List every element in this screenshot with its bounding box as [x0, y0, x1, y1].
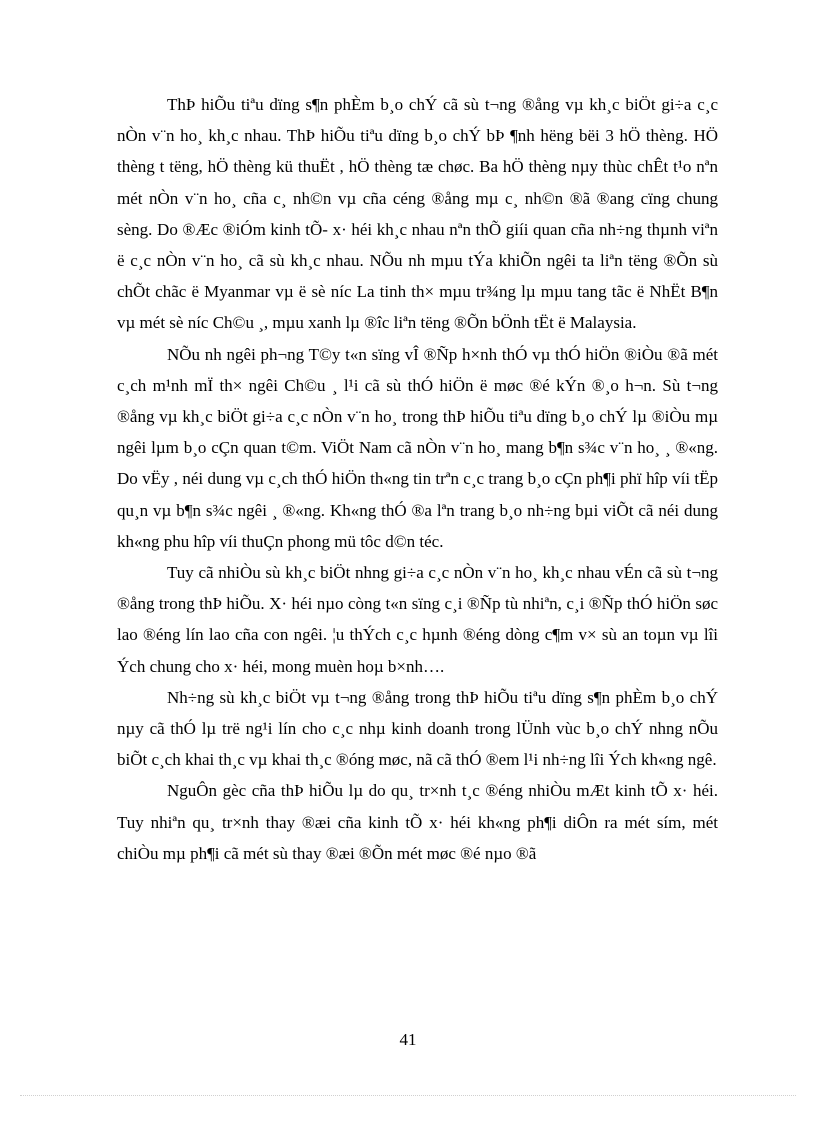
- paragraph-5: NguÔn gèc cña thÞ hiÕu lµ do qu¸ tr×nh t¸c ®éng nhiÒu mÆt kinh tÕ x· héi. Tuy nhiªn qu¸ tr×nh thay ®æi cña kinh tÕ x· héi kh«ng ph¶i diÔn ra mét sím, mét chiÒu mµ ph¶i cã mét sù thay ®æi ®Õn mét møc ®é nµo ®ã: [117, 781, 718, 863]
- paragraph-2: NÕu nh ngêi ph¬ng T©y t«n sïng vÎ ®Ñp h×nh thÓ vµ thÓ hiÖn ®iÒu ®ã mét c¸ch m¹nh mÏ th× ngêi Ch©u ¸ l¹i cã sù thÓ hiÖn ë møc ®é kÝn ®¸o h¬n. Sù t¬ng ®ång vµ kh¸c biÖt gi÷a c¸c nÒn v¨n ho¸ trong thÞ hiÕu tiªu dïng b¸o chÝ lµ ®iÒu mµ ngêi lµm b¸o cÇn quan t©m. ViÖt Nam cã nÒn v¨n ho¸ mang b¶n s¾c v¨n ho¸ ¸ ®«ng. Do vËy , néi dung vµ c¸ch thÓ hiÖn th«ng tin trªn c¸c trang b¸o cÇn ph¶i phï hîp víi tËp qu¸n vµ b¶n s¾c ngêi ¸ ®«ng. Kh«ng thÓ ®a lªn trang b¸o nh÷ng bµi viÕt cã néi dung kh«ng phu hîp víi thuÇn phong mü tôc d©n téc.: [117, 344, 718, 551]
- footer-divider: [20, 1095, 796, 1096]
- body-text: [117, 89, 718, 869]
- paragraph-3: Tuy cã nhiÒu sù kh¸c biÖt nhng gi÷a c¸c nÒn v¨n ho¸ kh¸c nhau vÉn cã sù t¬ng ®ång trong thÞ hiÕu. X· héi nµo còng t«n sïng c¸i ®Ñp tù nhiªn, c¸i ®Ñp thÓ hiÖn søc lao ®éng lín lao cña con ngêi. ¦u thÝch c¸c hµnh ®éng dòng c¶m v× sù an toµn vµ lîi Ých chung cho x· héi, mong muèn hoµ b×nh….: [117, 563, 718, 676]
- paragraph-1: ThÞ hiÕu tiªu dïng s¶n phÈm b¸o chÝ cã sù t¬ng ®ång vµ kh¸c biÖt gi÷a c¸c nÒn v¨n ho¸ kh¸c nhau. ThÞ hiÕu tiªu dïng b¸o chÝ bÞ ¶nh hëng bëi 3 hÖ thèng. HÖ thèng t tëng, hÖ thèng kü thuËt , hÖ thèng tæ chøc. Ba hÖ thèng nµy thùc chÊt t¹o nªn mét nÒn v¨n ho¸ cña c¸ nh©n vµ cña céng ®ång mµ c¸ nh©n ®ã ®ang cïng chung sèng. Do ®Æc ®iÓm kinh tÕ- x· héi kh¸c nhau nªn thÕ giíi quan cña nh÷ng thµnh viªn ë c¸c nÒn v¨n ho¸ cã sù kh¸c nhau. NÕu nh mµu tÝa khiÕn ngêi ta liªn tëng ®Õn sù chÕt chãc ë Myanmar vµ ë sè níc La tinh th× mµu tr¾ng lµ mµu tang tãc ë NhËt B¶n vµ mét sè níc Ch©u ¸, mµu xanh lµ ®îc liªn tëng ®Õn bÖnh tËt ë Malaysia.: [117, 95, 718, 333]
- page-number: 41: [399, 1030, 417, 1049]
- paragraph-4: Nh÷ng sù kh¸c biÖt vµ t¬ng ®ång trong thÞ hiÕu tiªu dïng s¶n phÈm b¸o chÝ nµy cã thÓ lµ trë ng¹i lín cho c¸c nhµ kinh doanh trong lÜnh vùc b¸o chÝ nhng nÕu biÕt c¸ch khai th¸c vµ khai th¸c ®óng møc, nã cã thÓ ®em l¹i nh÷ng lîi Ých kh«ng ngê.: [117, 687, 718, 770]
